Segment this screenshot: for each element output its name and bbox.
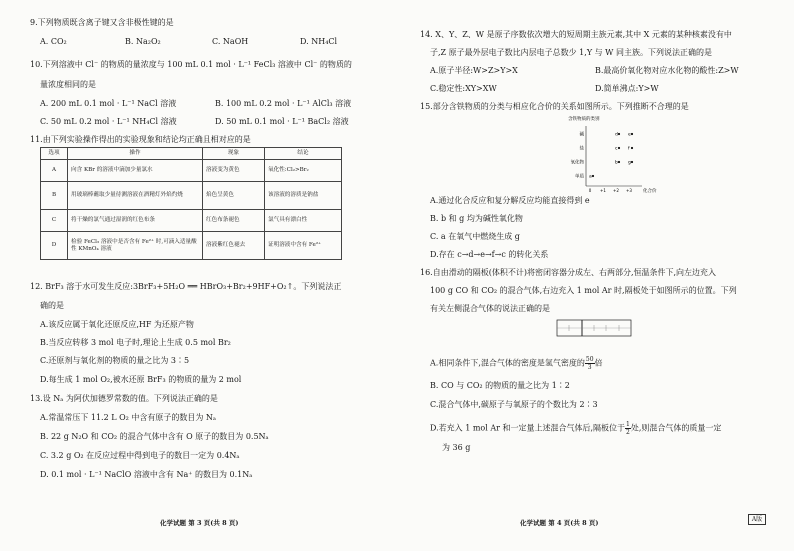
q16-option-d-text: D.若充入 1 mol Ar 和一定量上述混合气体后,隔板位于 [430,423,626,433]
q12-option-d[interactable]: D.每生成 1 mol O₂,被水还原 BrF₃ 的物质的量为 2 mol [40,375,242,384]
q14-option-a[interactable]: A.原子半径:W>Z>Y>X [430,66,518,75]
fraction-numerator: 1 [626,421,630,428]
chart-x-tick-label: +1 [600,188,606,193]
table-cell: 证明溶液中含有 Fe²⁺ [265,232,342,260]
table-header-cell: 操作 [68,148,203,160]
table-cell: 将干燥的氯气通过湿润的红色布条 [68,210,203,232]
version-badge: A版 [748,514,766,525]
q16-option-d-line2: 为 36 g [442,443,471,452]
table-cell: 溶液紫红色褪去 [203,232,265,260]
chart-point-b [618,161,620,163]
q16-option-d-suffix: 处,则混合气体的质量一定 [630,423,722,433]
q12-option-b[interactable]: B.当反应转移 3 mol 电子时,理论上生成 0.5 mol Br₂ [40,338,231,347]
q10-option-c[interactable]: C. 50 mL 0.2 mol · L⁻¹ NH₄Cl 溶液 [40,117,177,126]
q15-option-c[interactable]: C. a 在氧气中燃烧生成 g [430,232,520,241]
table-cell: 氧化性:Cl₂>Br₂ [265,160,342,182]
chart-x-tick-label: +2 [613,188,619,193]
q16-option-d[interactable] [430,421,721,436]
q9-option-d[interactable]: D. NH₄Cl [300,37,338,46]
q14-options-row2 [430,84,659,94]
chart-y-category-label: 碱 [579,132,584,138]
right-page-footer: 化学试题 第 4 页(共 8 页) [520,519,599,527]
chart-point-g [631,161,633,163]
q14-option-c[interactable]: C.稳定性:XY>XW [430,84,497,93]
q14-stem-line1: 14. X、Y、Z、W 是原子序数依次增大的短周期主族元素,其中 X 元素的某种核素没有中 [420,30,732,39]
partition-container-diagram [555,316,635,340]
q13-option-d[interactable]: D. 0.1 mol · L⁻¹ NaClO 溶液中含有 Na⁺ 的数目为 0.1Nₐ [40,470,253,479]
table-row [41,182,342,210]
table-row [41,210,342,232]
q10-option-b[interactable]: B. 100 mL 0.2 mol · L⁻¹ AlCl₃ 溶液 [215,99,352,108]
chart-point-label: e [628,132,631,138]
q16-option-a-fraction [585,356,595,371]
q12-option-c[interactable]: C.还原剂与氧化剂的物质的量之比为 3∶5 [40,356,190,365]
q16-option-a[interactable] [430,356,603,371]
right-page-column [420,0,770,551]
q11-stem: 11.由下列实验操作得出的实验现象和结论均正确且相对应的是 [30,135,251,144]
q15-option-b[interactable]: B. b 和 g 均为碱性氧化物 [430,214,523,223]
chart-point-d [618,133,620,135]
table-cell: 向含 KBr 的溶液中滴加少量氯水 [68,160,203,182]
table-header-cell: 现象 [203,148,265,160]
q15-option-a[interactable]: A.通过化合反应和复分解反应均能直接得到 e [430,196,590,205]
q16-stem-line1: 16.自由滑动的隔板(体积不计)将密闭容器分成左、右两部分,恒温条件下,向左边充入 [420,268,717,277]
table-header-cell: 结论 [265,148,342,160]
table-cell: 焰色呈黄色 [203,182,265,210]
chart-point-label: b [615,160,618,166]
chart-y-category-label: 单质 [575,174,584,180]
chart-point-label: f [628,146,630,152]
q14-option-d[interactable]: D.简单沸点:Y>W [595,84,659,93]
q11-experiment-table [40,147,342,260]
table-cell: C [41,210,68,232]
fraction-denominator: 2 [626,429,630,436]
q13-option-a[interactable]: A.常温常压下 11.2 L O₂ 中含有原子的数目为 Nₐ [40,413,217,422]
q16-option-a-text: A.相同条件下,混合气体的密度是氢气密度的 [430,358,585,368]
q16-option-b[interactable]: B. CO 与 CO₂ 的物质的量之比为 1∶2 [430,381,570,390]
q16-stem-line3: 有关左侧混合气体的说法正确的是 [430,304,550,313]
q10-stem-line2: 量浓度相同的是 [40,80,96,89]
iron-valence-chart [550,114,670,194]
q12-stem-line2: 确的是 [40,301,64,310]
chart-y-category-label: 氧化物 [570,160,584,166]
chart-point-f [631,147,633,149]
table-cell: 该溶液的溶质是钠盐 [265,182,342,210]
table-cell: B [41,182,68,210]
table-cell: A [41,160,68,182]
chart-x-label: 化合价 [643,189,657,194]
q10-option-a[interactable]: A. 200 mL 0.1 mol · L⁻¹ NaCl 溶液 [40,99,177,108]
table-cell: 红色布条褪色 [203,210,265,232]
q10-options-row2 [40,117,349,127]
table-row [41,232,342,260]
fraction-numerator: 50 [585,356,594,363]
left-page-footer: 化学试题 第 3 页(共 8 页) [160,519,239,527]
left-page-column [30,0,375,551]
q13-option-c[interactable]: C. 3.2 g O₂ 在反应过程中得到电子的数目一定为 0.4Nₐ [40,451,240,460]
q15-option-d[interactable]: D.存在 c→d→e→f→c 的转化关系 [430,250,549,259]
fraction-denominator: 3 [587,364,592,371]
q12-option-a[interactable]: A.该反应属于氧化还原反应,HF 为还原产物 [40,320,194,329]
table-row [41,160,342,182]
q12-stem-line1: 12. BrF₃ 溶于水可发生反应:3BrF₃+5H₂O ══ HBrO₃+Br₂+9HF+O₂↑。下列说法正 [30,282,342,291]
chart-x-tick-label: +3 [626,188,632,193]
q13-option-b[interactable]: B. 22 g N₂O 和 CO₂ 的混合气体中含有 O 原子的数目为 0.5Nₐ [40,432,269,441]
table-cell: 氯气具有漂白性 [265,210,342,232]
table-cell: D [41,232,68,260]
chart-point-c [618,147,620,149]
q9-option-c[interactable]: C. NaOH [212,37,249,46]
q9-option-a[interactable]: A. CO₂ [40,37,67,46]
chart-point-a [592,175,594,177]
q9-options [40,37,337,47]
q9-option-b[interactable]: B. Na₂O₂ [125,37,161,46]
q16-stem-line2: 100 g CO 和 CO₂ 的混合气体,右边充入 1 mol Ar 时,隔板处于如图所示的位置。下列 [430,286,737,295]
q14-stem-line2: 子,Z 原子最外层电子数比内层电子总数少 1,Y 与 W 同主族。下列说法正确的是 [430,48,712,57]
q16-option-a-suffix: 倍 [594,358,603,368]
q14-options-row1 [430,66,739,76]
chart-point-e [631,133,633,135]
q10-options-row1 [40,99,351,109]
chart-title: 含铁物质的类别 [568,117,600,122]
chart-y-category-label: 盐 [579,146,584,152]
table-cell: 用玻璃棒蘸取少量待测溶液在酒精灯外焰灼烧 [68,182,203,210]
q10-option-d[interactable]: D. 50 mL 0.1 mol · L⁻¹ BaCl₂ 溶液 [215,117,349,126]
table-cell: 溶液变为黄色 [203,160,265,182]
q14-option-b[interactable]: B.最高价氧化物对应水化物的酸性:Z>W [595,66,739,75]
q15-stem: 15.部分含铁物质的分类与相应化合价的关系如图所示。下列推断不合理的是 [420,102,689,111]
table-cell: 检验 FeCl₃ 溶液中是否含有 Fe²⁺ 时,可滴入适量酸性 KMnO₄ 溶液 [68,232,203,260]
q9-stem: 9.下列物质既含离子键又含非极性键的是 [30,18,174,27]
chart-point-label: g [628,160,631,166]
q13-stem: 13.设 Nₐ 为阿伏加德罗常数的值。下列说法正确的是 [30,394,218,403]
table-header-row [41,148,342,160]
table-header-cell: 选项 [41,148,68,160]
chart-x-tick-label: 0 [588,188,592,193]
chart-point-label: d [615,132,618,138]
q10-stem-line1: 10.下列溶液中 Cl⁻ 的物质的量浓度与 100 mL 0.1 mol · L⁻¹ FeCl₃ 溶液中 Cl⁻ 的物质的 [30,60,352,69]
q16-option-c[interactable]: C.混合气体中,碳原子与氧原子的个数比为 2∶3 [430,400,598,409]
chart-point-label: c [615,146,618,152]
chart-point-label: a [589,174,592,180]
